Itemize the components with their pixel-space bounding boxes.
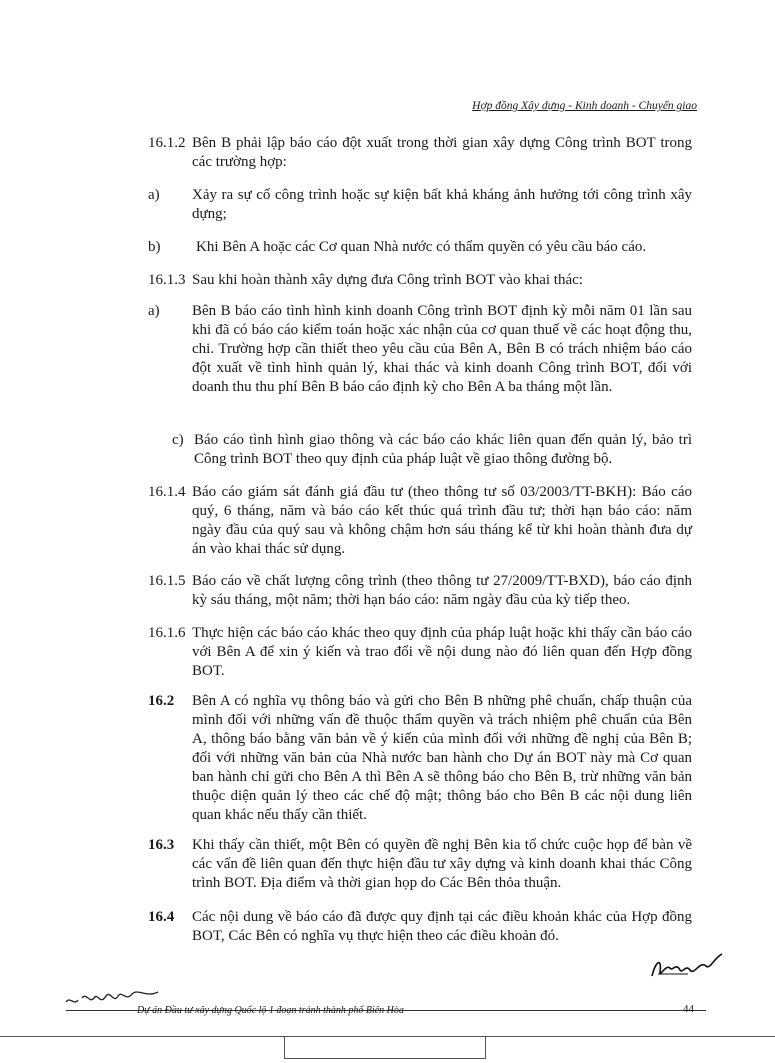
clause-text: Báo cáo giám sát đánh giá đầu tư (theo thông tư số 03/2003/TT-BKH): Báo cáo quý, 6 tháng, năm và báo cáo kết thúc quá trình đầu tư; thời hạn báo cáo: năm ngày đầu của quý sau và không chậm hơn sáu tháng kể từ khi hoàn thành đưa dự án vào khai thác sử dụng. bbox=[192, 484, 692, 557]
clause-number: 16.3 bbox=[148, 837, 175, 853]
clause-16-4 bbox=[148, 908, 692, 948]
clause-16-1-3 bbox=[148, 271, 692, 291]
item-label: a) bbox=[148, 187, 160, 203]
clause-number: 16.1.6 bbox=[148, 625, 186, 641]
clause-number: 16.1.4 bbox=[148, 484, 186, 500]
clause-16-3 bbox=[148, 836, 692, 896]
clause-16-1-5 bbox=[148, 572, 692, 612]
clause-number: 16.1.3 bbox=[148, 272, 186, 288]
clause-text: Sau khi hoàn thành xây dựng đưa Công trình BOT vào khai thác: bbox=[192, 272, 583, 288]
item-text: Khi Bên A hoặc các Cơ quan Nhà nước có thẩm quyền có yêu cầu báo cáo. bbox=[196, 239, 647, 255]
clause-text: Bên A có nghĩa vụ thông báo và gửi cho Bên B những phê chuẩn, chấp thuận của mình đối với những vấn đề thuộc thẩm quyền và trách nhiệm phê chuẩn của Bên A, thông báo bằng văn bản về ý kiến của mình đối với những đề nghị của Bên B; đối với những văn bản của Nhà nước ban hành cho Dự án BOT này mà Cơ quan ban hành chỉ gửi cho Bên A thì Bên A sẽ thông báo cho Bên B, trừ những văn bản thuộc diện quản lý theo các chế độ mật; thông báo cho Bên B các nội dung liên quan khác nếu thấy cần thiết. bbox=[192, 693, 692, 823]
bottom-tab bbox=[284, 1036, 486, 1059]
clause-number: 16.1.2 bbox=[148, 135, 186, 151]
item-label: c) bbox=[172, 432, 184, 448]
item-text: Bên B báo cáo tình hình kinh doanh Công trình BOT định kỳ mỗi năm 01 lần sau khi đã có báo cáo kiểm toán hoặc xác nhận của cơ quan thuế về các hoạt động thu, chi. Trường hợp cần thiết theo yêu cầu của Bên A, Bên B có trách nhiệm báo cáo đột xuất về tình hình quản lý, khai thác và kinh doanh Công trình BOT, đối với doanh thu thu phí Bên B báo cáo định kỳ cho Bên A ba tháng một lần. bbox=[192, 303, 692, 395]
clause-text: Báo cáo về chất lượng công trình (theo thông tư 27/2009/TT-BXD), báo cáo định kỳ sáu tháng, một năm; thời hạn báo cáo: năm ngày đầu của kỳ tiếp theo. bbox=[192, 573, 692, 608]
clause-16-1-6 bbox=[148, 624, 692, 684]
clause-16-1-3-c bbox=[172, 431, 692, 471]
item-label: a) bbox=[148, 303, 160, 319]
item-label: b) bbox=[148, 239, 161, 255]
clause-number: 16.2 bbox=[148, 693, 175, 709]
clause-16-1-3-a bbox=[148, 302, 692, 417]
clause-16-1-2-a bbox=[148, 186, 692, 226]
footer-project: Dự án Đầu tư xây dựng Quốc lộ 1 đoạn tránh thành phố Biên Hòa bbox=[137, 1005, 404, 1016]
clause-16-2 bbox=[148, 692, 692, 827]
clause-16-1-2 bbox=[148, 134, 692, 174]
clause-16-1-4 bbox=[148, 483, 692, 563]
item-text: Báo cáo tình hình giao thông và các báo cáo khác liên quan đến quản lý, bảo trì Công trình BOT theo quy định của pháp luật về giao thông đường bộ. bbox=[194, 432, 692, 467]
clause-number: 16.4 bbox=[148, 909, 175, 925]
clause-text: Các nội dung về báo cáo đã được quy định tại các điều khoản khác của Hợp đồng BOT, Các Bên có nghĩa vụ thực hiện theo các điều khoản đó. bbox=[192, 909, 692, 944]
clause-text: Thực hiện các báo cáo khác theo quy định của pháp luật hoặc khi thấy cần báo cáo với Bên A để xin ý kiến và trao đổi về nội dung nào đó liên quan đến Hợp đồng BOT. bbox=[192, 625, 692, 679]
clause-text: Khi thấy cần thiết, một Bên có quyền đề nghị Bên kia tổ chức cuộc họp để bàn về các vấn đề liên quan đến thực hiện đầu tư xây dựng và kinh doanh khai thác Công trình BOT. Địa điểm và thời gian họp do Các Bên thỏa thuận. bbox=[192, 837, 692, 891]
clause-16-1-2-b bbox=[148, 238, 692, 258]
page-header: Hợp đồng Xây dựng - Kinh doanh - Chuyển giao bbox=[472, 100, 697, 112]
page-number: 44 bbox=[683, 1003, 694, 1015]
clause-number: 16.1.5 bbox=[148, 573, 186, 589]
clause-text: Bên B phải lập báo cáo đột xuất trong thời gian xây dựng Công trình BOT trong các trường hợp: bbox=[192, 135, 692, 170]
signature-right-icon bbox=[648, 950, 728, 982]
item-text: Xảy ra sự cố công trình hoặc sự kiện bất khả kháng ảnh hưởng tới công trình xây dựng; bbox=[192, 187, 692, 222]
